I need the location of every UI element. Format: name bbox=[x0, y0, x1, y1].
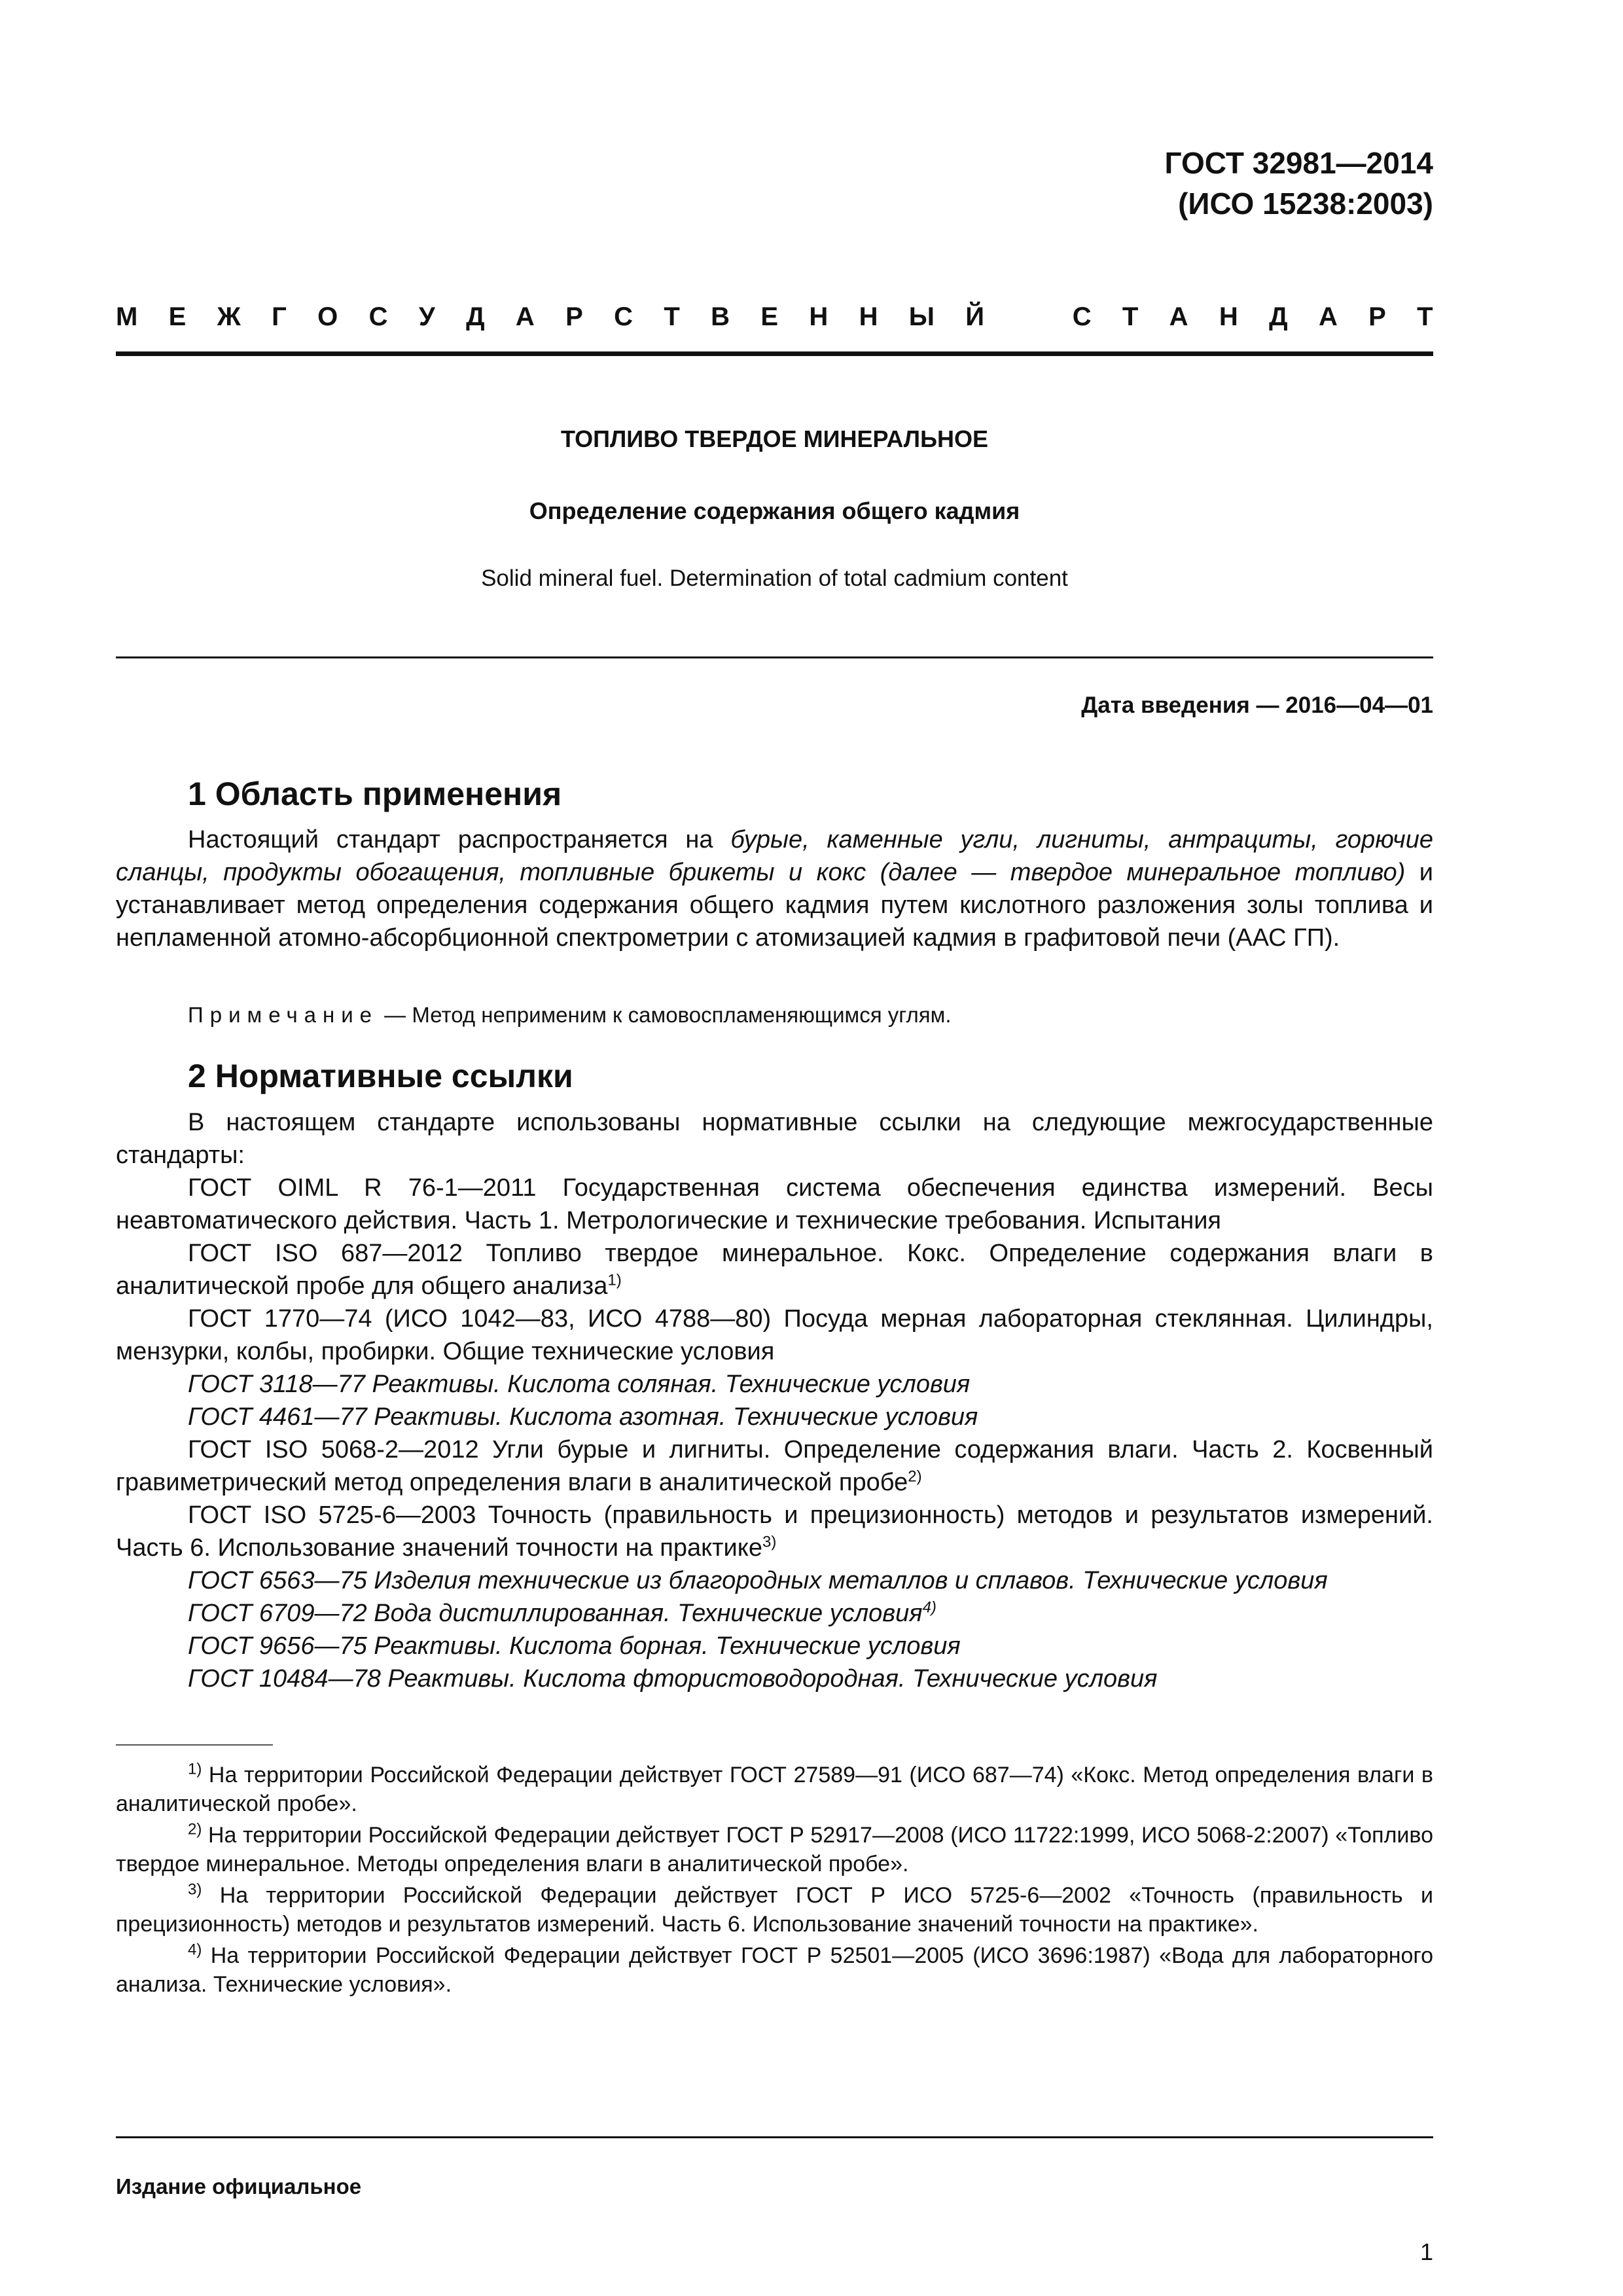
gost-number: ГОСТ 32981—2014 bbox=[1164, 146, 1433, 180]
footnote-marker: 4) bbox=[922, 1598, 936, 1617]
footnote bbox=[116, 1821, 1433, 1878]
banner-letter: Т bbox=[664, 302, 680, 331]
footnote-text: На территории Российской Федерации действует ГОСТ Р ИСО 5725-6—2002 «Точность (правильность и прецизионность) методов и результатов измерений. Часть 6. Использование значений точности на практике». bbox=[116, 1883, 1433, 1937]
banner-letter: Д bbox=[466, 302, 485, 331]
banner-letter: Р bbox=[1368, 302, 1386, 331]
banner-letter: А bbox=[515, 302, 535, 331]
reference-text: ГОСТ 6709—72 Вода дистиллированная. Технические условия bbox=[188, 1600, 923, 1627]
banner-letter: У bbox=[418, 302, 435, 331]
title-rule bbox=[116, 656, 1433, 658]
reference-text: ГОСТ 6563—75 Изделия технические из благородных металлов и сплавов. Технические условия bbox=[188, 1567, 1328, 1594]
footnote-mark: 2) bbox=[188, 1820, 202, 1839]
interstate-standard-banner bbox=[116, 302, 1433, 332]
banner-letter: С bbox=[368, 302, 388, 331]
footer-rule bbox=[116, 2136, 1433, 2138]
scope-fuel-list: бурые, каменные угли, лигниты, антрациты, горючие сланцы, продукты обогащения, топливные брикеты и кокс (далее — твердое минеральное топливо) bbox=[116, 826, 1433, 886]
reference-text: ГОСТ OIML R 76-1—2011 Государственная система обеспечения единства измерений. Весы неавтоматического действия. Часть 1. Метрологические и технические требования. Испытания bbox=[116, 1174, 1433, 1234]
footnote-mark: 4) bbox=[188, 1941, 202, 1959]
reference-item bbox=[116, 1433, 1433, 1499]
header-rule bbox=[116, 351, 1433, 356]
footnote bbox=[116, 1941, 1433, 1999]
banner-letter: Е bbox=[168, 302, 187, 331]
footnote-mark: 1) bbox=[188, 1760, 202, 1778]
banner-letter: А bbox=[1318, 302, 1338, 331]
reference-text: ГОСТ 1770—74 (ИСО 1042—83, ИСО 4788—80) Посуда мерная лабораторная стеклянная. Цилиндры, мензурки, колбы, пробирки. Общие технические условия bbox=[116, 1305, 1433, 1365]
footnote-marker: 3) bbox=[762, 1533, 777, 1551]
banner-letter: Д bbox=[1269, 302, 1288, 331]
banner-letter: А bbox=[1169, 302, 1188, 331]
reference-item bbox=[116, 1237, 1433, 1302]
banner-letter: В bbox=[711, 302, 730, 331]
reference-item bbox=[116, 1630, 1433, 1662]
reference-text: ГОСТ ISO 5068-2—2012 Угли бурые и лигниты. Определение содержания влаги. Часть 2. Косвенный гравиметрический метод определения влаги в аналитической пробе bbox=[116, 1436, 1433, 1496]
document-title-english: Solid mineral fuel. Determination of total cadmium content bbox=[481, 565, 1068, 591]
reference-text: ГОСТ ISO 5725-6—2003 Точность (правильность и прецизионность) методов и результатов измерений. Часть 6. Использование значений точности на практике bbox=[116, 1501, 1433, 1562]
document-number-block bbox=[1165, 143, 1433, 224]
banner-letter: О bbox=[317, 302, 338, 331]
footnote-mark: 3) bbox=[188, 1880, 202, 1899]
banner-letter: Й bbox=[965, 302, 985, 331]
section-1-heading: 1 Область применения bbox=[188, 776, 562, 812]
section-1-paragraph bbox=[116, 823, 1433, 954]
note-text: — Метод неприменим к самовоспламеняющимся углям. bbox=[378, 1003, 952, 1027]
iso-number: (ИСО 15238:2003) bbox=[1178, 187, 1433, 221]
footnote bbox=[116, 1761, 1433, 1818]
banner-letter: С bbox=[1072, 302, 1092, 331]
scope-method-text: и устанавливает метод определения содержания общего кадмия путем кислотного разложения золы топлива и непламенной атомно-абсорбционной спектрометрии с атомизацией кадмия в графитовой печи (ААС ГП). bbox=[116, 859, 1433, 952]
footnote-marker: 1) bbox=[607, 1271, 622, 1289]
banner-letter: Ы bbox=[908, 302, 935, 331]
banner-letter: Н bbox=[859, 302, 878, 331]
section-2-intro: В настоящем стандарте использованы нормативные ссылки на следующие межгосударственные стандарты: bbox=[116, 1109, 1433, 1169]
reference-item bbox=[116, 1302, 1433, 1368]
banner-letter: Т bbox=[1122, 302, 1139, 331]
banner-letter: Ж bbox=[217, 302, 241, 331]
banner-letter: Р bbox=[565, 302, 583, 331]
footnote-text: На территории Российской Федерации действует ГОСТ Р 52501—2005 (ИСО 3696:1987) «Вода для лабораторного анализа. Технические условия». bbox=[116, 1943, 1433, 1997]
official-edition-label: Издание официальное bbox=[116, 2174, 362, 2198]
reference-item bbox=[116, 1401, 1433, 1433]
banner-letter: Е bbox=[760, 302, 779, 331]
banner-letter: М bbox=[116, 302, 138, 331]
banner-letter: С bbox=[614, 302, 633, 331]
scope-lead-text: Настоящий стандарт распространяется на bbox=[188, 826, 731, 853]
reference-text: ГОСТ 9656—75 Реактивы. Кислота борная. Технические условия bbox=[188, 1632, 961, 1660]
reference-text: ГОСТ 3118—77 Реактивы. Кислота соляная. Технические условия bbox=[188, 1371, 971, 1398]
reference-text: ГОСТ 4461—77 Реактивы. Кислота азотная. Технические условия bbox=[188, 1403, 978, 1431]
reference-item bbox=[116, 1597, 1433, 1630]
banner-letter: Н bbox=[1219, 302, 1238, 331]
introduction-date: Дата введения — 2016—04—01 bbox=[1081, 692, 1433, 718]
reference-item bbox=[116, 1368, 1433, 1401]
section-1-note bbox=[188, 1003, 952, 1028]
note-label: Примечание bbox=[188, 1003, 379, 1027]
reference-text: ГОСТ 10484—78 Реактивы. Кислота фтористоводородная. Технические условия bbox=[188, 1665, 1158, 1693]
reference-item bbox=[116, 1499, 1433, 1564]
footnote-text: На территории Российской Федерации действует ГОСТ 27589—91 (ИСО 687—74) «Кокс. Метод определения влаги в аналитической пробе». bbox=[116, 1763, 1433, 1816]
document-title: ТОПЛИВО ТВЕРДОЕ МИНЕРАЛЬНОЕ bbox=[561, 425, 988, 452]
reference-item bbox=[116, 1172, 1433, 1237]
reference-item bbox=[116, 1564, 1433, 1597]
page-number: 1 bbox=[1419, 2238, 1433, 2265]
banner-letter: Т bbox=[1417, 302, 1433, 331]
document-subtitle: Определение содержания общего кадмия bbox=[529, 497, 1020, 524]
section-2-heading: 2 Нормативные ссылки bbox=[188, 1058, 573, 1094]
footnote-text: На территории Российской Федерации действует ГОСТ Р 52917—2008 (ИСО 11722:1999, ИСО 5068-2:2007) «Топливо твердое минеральное. Методы определения влаги в аналитической пробе». bbox=[116, 1823, 1433, 1876]
banner-letter: Н bbox=[809, 302, 829, 331]
footnote-separator bbox=[116, 1744, 273, 1746]
banner-letter: Г bbox=[272, 302, 287, 331]
reference-text: ГОСТ ISO 687—2012 Топливо твердое минеральное. Кокс. Определение содержания влаги в аналитической пробе для общего анализа bbox=[116, 1240, 1433, 1300]
footnote-marker: 2) bbox=[908, 1467, 922, 1486]
footnote bbox=[116, 1881, 1433, 1939]
reference-item bbox=[116, 1662, 1433, 1695]
